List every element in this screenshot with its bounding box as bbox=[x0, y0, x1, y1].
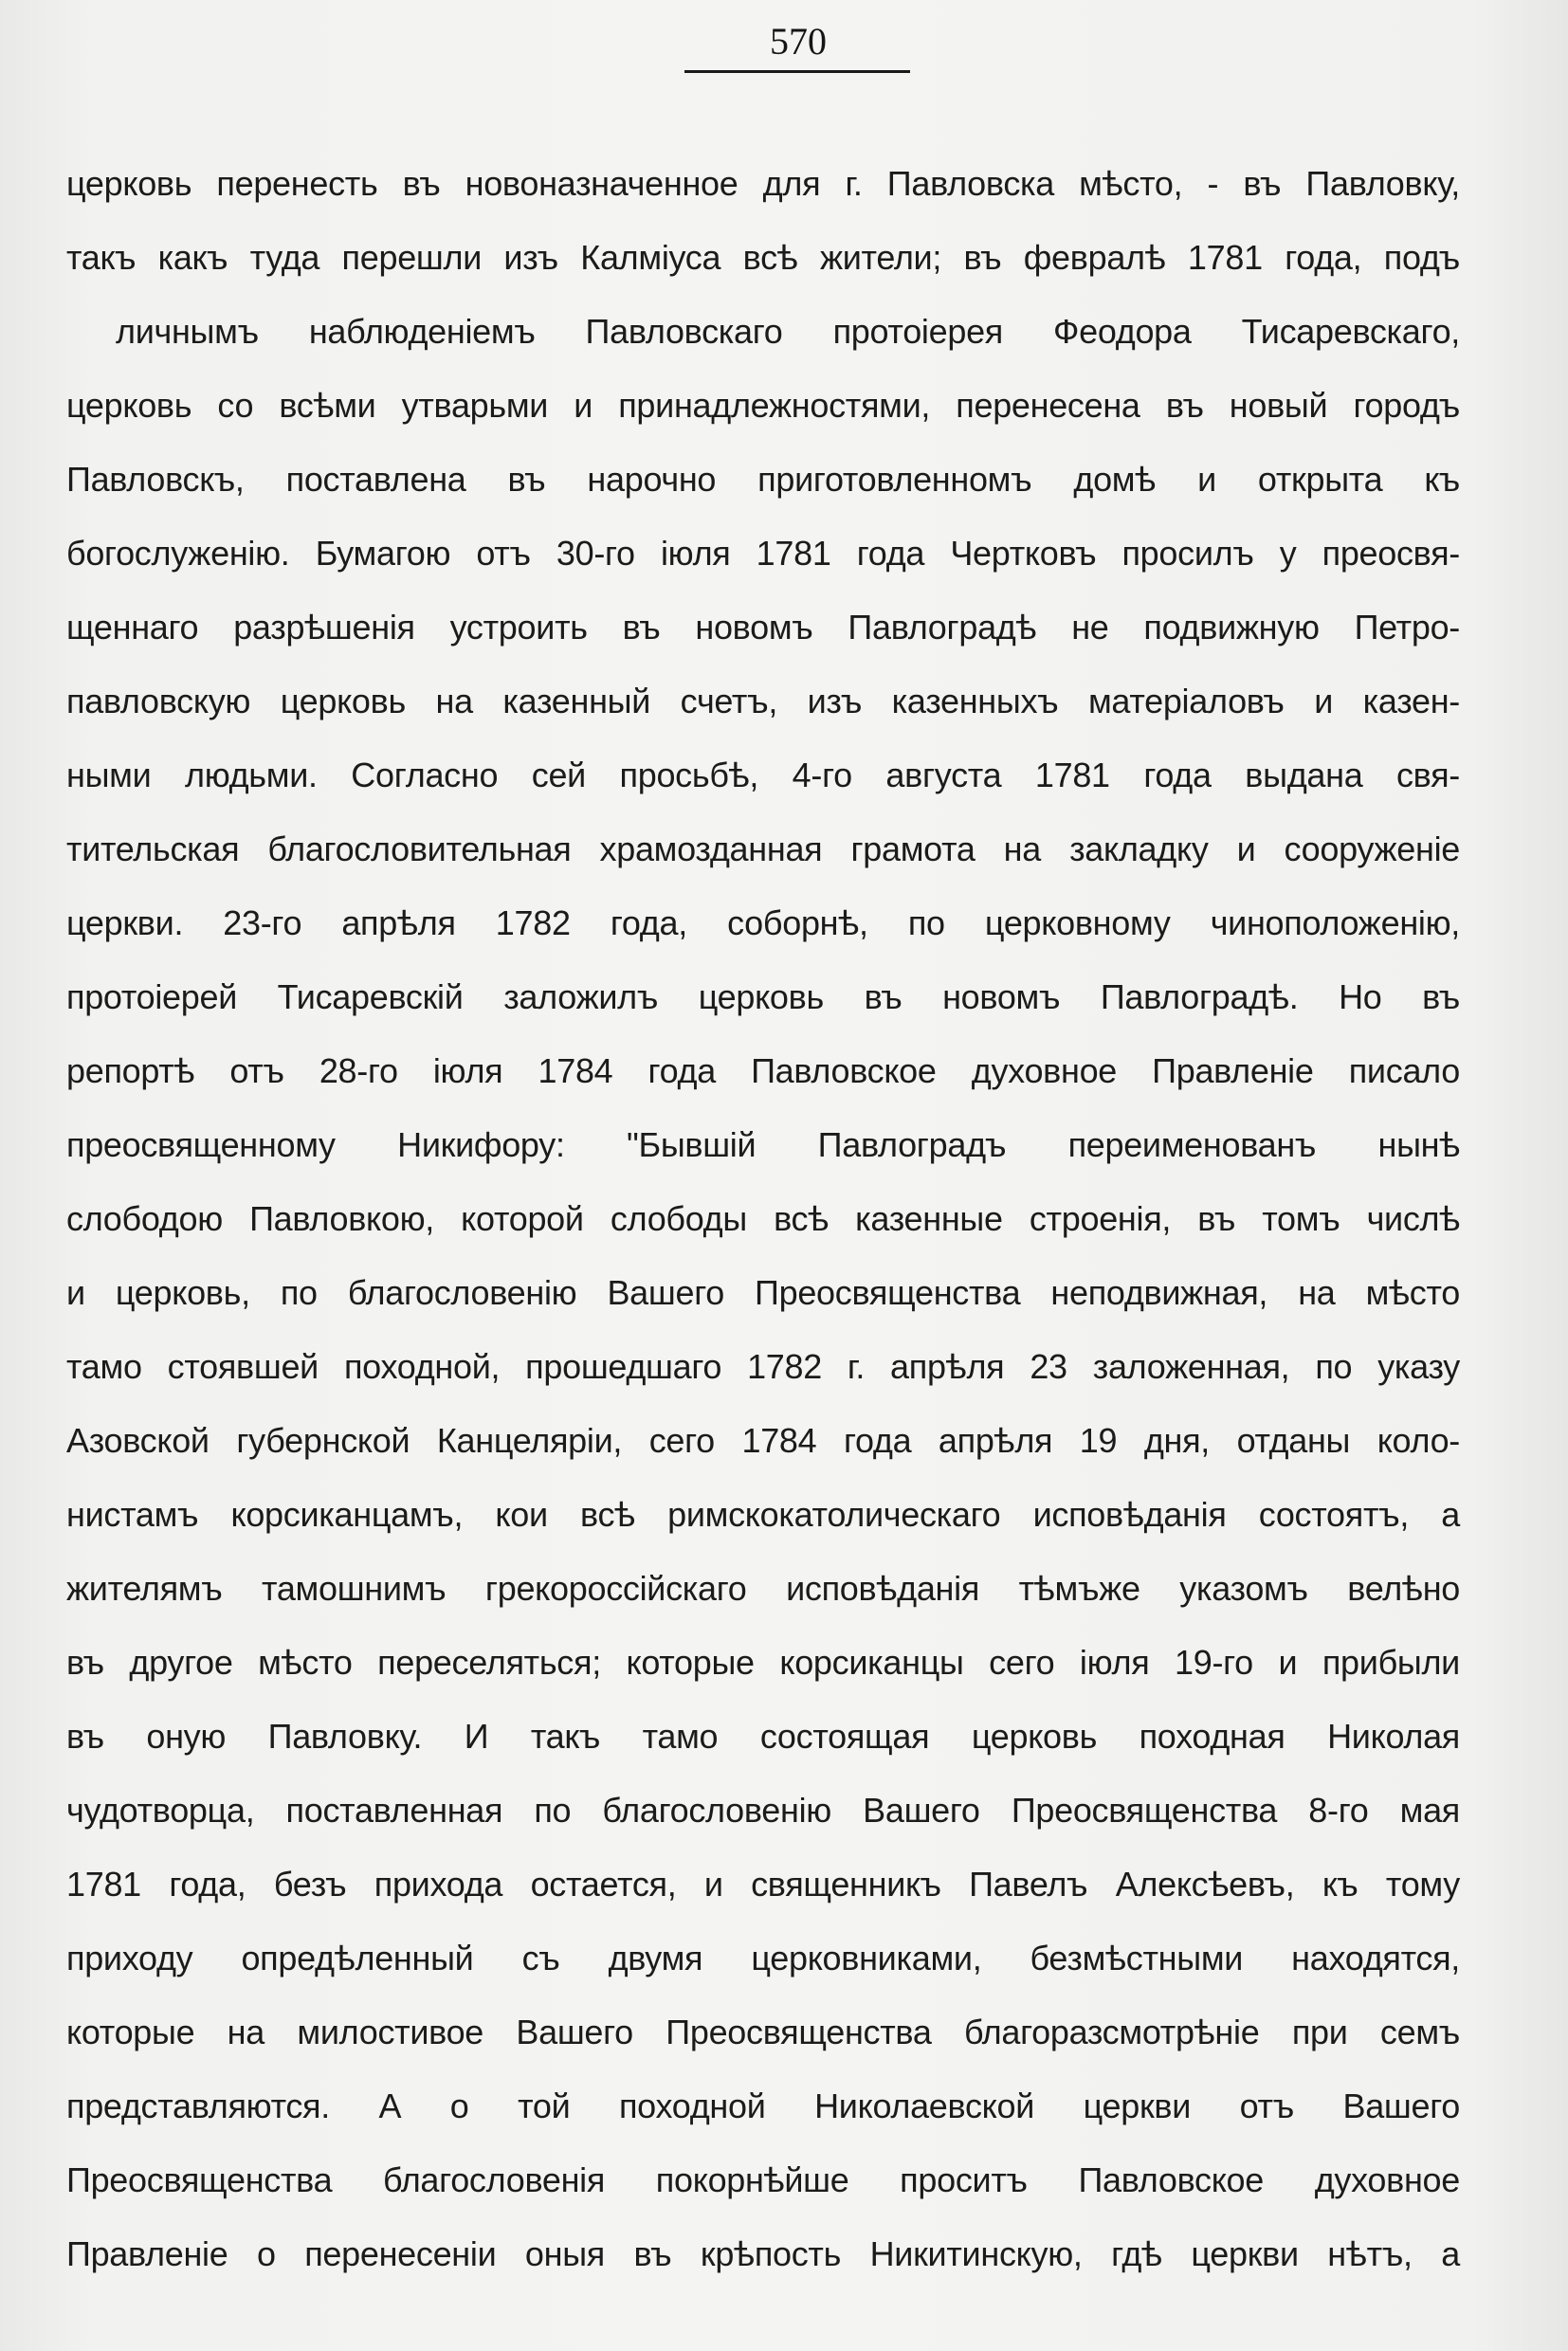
text-line: протоіерей Тисаревскій заложилъ церковь въ новомъ Павлоградѣ. Но въ bbox=[66, 977, 1460, 1016]
text-line: Азовской губернской Канцеляріи, сего 1784 года апрѣля 19 дня, отданы коло- bbox=[66, 1421, 1460, 1460]
text-line: личнымъ наблюденіемъ Павловскаго протоіерея Феодора Тисаревскаго, bbox=[116, 312, 1460, 351]
text-line: Преосвященства благословенія покорнѣйше проситъ Павловское духовное bbox=[66, 2160, 1460, 2199]
text-line: приходу опредѣленный съ двумя церковниками, безмѣстными находятся, bbox=[66, 1939, 1460, 1977]
text-line: тамо стоявшей походной, прошедшаго 1782 г. апрѣля 23 заложенная, по указу bbox=[66, 1347, 1460, 1386]
text-line: преосвященному Никифору: "Бывшій Павлоградъ переименованъ нынѣ bbox=[66, 1125, 1460, 1164]
body-text bbox=[66, 0, 1460, 2351]
text-line: 1781 года, безъ прихода остается, и священникъ Павелъ Алексѣевъ, къ тому bbox=[66, 1865, 1460, 1904]
text-line: ными людьми. Согласно сей просьбѣ, 4-го августа 1781 года выдана свя- bbox=[66, 756, 1460, 794]
text-line: щеннаго разрѣшенія устроить въ новомъ Павлоградѣ не подвижную Петро- bbox=[66, 608, 1460, 647]
text-line: чудотворца, поставленная по благословенію Вашего Преосвященства 8-го мая bbox=[66, 1791, 1460, 1830]
text-line: въ оную Павловку. И такъ тамо состоящая церковь походная Николая bbox=[66, 1717, 1460, 1756]
text-line: богослуженію. Бумагою отъ 30-го іюля 1781 года Чертковъ просилъ у преосвя- bbox=[66, 534, 1460, 573]
text-line: которые на милостивое Вашего Преосвященства благоразсмотрѣніе при семъ bbox=[66, 2013, 1460, 2051]
text-line: представляются. А о той походной Николаевской церкви отъ Вашего bbox=[66, 2087, 1460, 2125]
text-line: церкви. 23-го апрѣля 1782 года, соборнѣ, по церковному чиноположенію, bbox=[66, 903, 1460, 942]
text-line: жителямъ тамошнимъ грекороссійскаго исповѣданія тѣмъже указомъ велѣно bbox=[66, 1569, 1460, 1608]
text-line: слободою Павловкою, которой слободы всѣ казенные строенія, въ томъ числѣ bbox=[66, 1199, 1460, 1238]
text-line: церковь со всѣми утварьми и принадлежностями, перенесена въ новый городъ bbox=[66, 386, 1460, 425]
text-line: нистамъ корсиканцамъ, кои всѣ римскокатолическаго исповѣданія состоятъ, а bbox=[66, 1495, 1460, 1534]
text-line: такъ какъ туда перешли изъ Калміуса всѣ жители; въ февралѣ 1781 года, подъ bbox=[66, 238, 1460, 277]
text-line: тительская благословительная храмозданная грамота на закладку и сооруженіе bbox=[66, 829, 1460, 868]
text-line: репортѣ отъ 28-го іюля 1784 года Павловское духовное Правленіе писало bbox=[66, 1051, 1460, 1090]
text-line: павловскую церковь на казенный счетъ, изъ казенныхъ матеріаловъ и казен- bbox=[66, 682, 1460, 720]
text-line: церковь перенесть въ новоназначенное для г. Павловска мѣсто, - въ Павловку, bbox=[66, 164, 1460, 203]
page-number: 570 bbox=[770, 20, 827, 63]
text-line: Павловскъ, поставлена въ нарочно приготовленномъ домѣ и открыта къ bbox=[66, 460, 1460, 499]
text-line: въ другое мѣсто переселяться; которые корсиканцы сего іюля 19-го и прибыли bbox=[66, 1643, 1460, 1682]
text-line: Правленіе о перенесеніи оныя въ крѣпость Никитинскую, гдѣ церкви нѣтъ, а bbox=[66, 2234, 1460, 2273]
text-line: и церковь, по благословенію Вашего Преосвященства неподвижная, на мѣсто bbox=[66, 1273, 1460, 1312]
